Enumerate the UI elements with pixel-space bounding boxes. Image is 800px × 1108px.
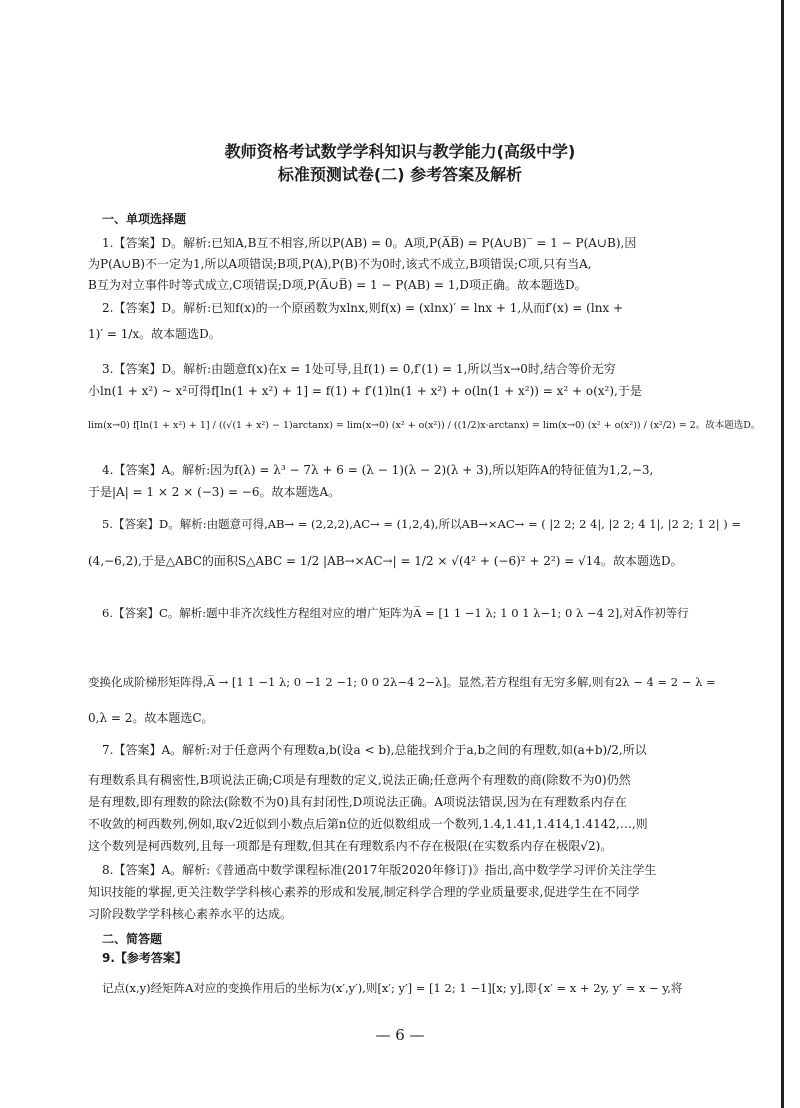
section-heading-choice: 一、单项选择题 [102, 212, 187, 226]
q9-label: 9.【参考答案】 [102, 951, 187, 965]
q8-line2: 知识技能的掌握,更关注数学学科核心素养的形成和发展,制定科学合理的学业质量要求,促进学生在不同学 [88, 885, 640, 899]
q3-line2: 小ln(1 + x²) ~ x²可得f[ln(1 + x²) + 1] = f(1) + f′(1)ln(1 + x²) + o(ln(1 + x²)) = x² + o(x²),于是 [88, 384, 642, 398]
q6-line1: 6.【答案】C。解析:题中非齐次线性方程组对应的增广矩阵为A̅ = [1 1 −1 λ; 1 0 1 λ−1; 0 λ −4 2],对A̅作初等行 [102, 606, 689, 620]
q7-line2: 有理数系具有稠密性,B项说法正确;C项是有理数的定义,说法正确;任意两个有理数的商(除数不为0)仍然 [88, 773, 631, 787]
q1-line2: 为P(A∪B)不一定为1,所以A项错误;B项,P(A),P(B)不为0时,该式不成立,B项错误;C项,只有当A, [88, 257, 592, 271]
q1-line1: 1.【答案】D。解析:已知A,B互不相容,所以P(AB) = 0。A项,P(A̅B̅) = P(A∪B)‾ = 1 − P(A∪B),因 [102, 236, 637, 250]
page-subtitle: 标准预测试卷(二) 参考答案及解析 [277, 165, 523, 184]
q2-line2: 1)′ = 1/x。故本题选D。 [88, 327, 221, 341]
q7-line3: 是有理数,即有理数的除法(除数不为0)具有封闭性,D项说法正确。A项说法错误,因为在有理数系内存在 [88, 795, 627, 809]
q6-line2: 变换化成阶梯形矩阵得,A̅ → [1 1 −1 λ; 0 −1 2 −1; 0 0 2λ−4 2−λ]。显然,若方程组有无穷多解,则有2λ − 4 = 2 − λ = [88, 675, 716, 689]
q5-line2: (4,−6,2),于是△ABC的面积S△ABC = 1/2 |AB→×AC→| = 1/2 × √(4² + (−6)² + 2²) = √14。故本题选D。 [88, 554, 683, 568]
q6-line3: 0,λ = 2。故本题选C。 [88, 711, 214, 725]
q7-line5: 这个数列是柯西数列,且每一项都是有理数,但其在有理数系内不存在极限(在实数系内存在极限√2)。 [88, 839, 613, 853]
q8-line1: 8.【答案】A。解析:《普通高中数学课程标准(2017年版2020年修订)》指出,高中数学学习评价关注学生 [102, 863, 657, 877]
q5-line1: 5.【答案】D。解析:由题意可得,AB→ = (2,2,2),AC→ = (1,2,4),所以AB→×AC→ = ( |2 2; 2 4|, |2 2; 4 1|, |2 2; 1 2| ) = [102, 517, 742, 531]
q9-line1: 记点(x,y)经矩阵A对应的变换作用后的坐标为(x′,y′),则[x′; y′] = [1 2; 1 −1][x; y],即{x′ = x + 2y, y′ = x − y,将 [102, 981, 683, 995]
q7-line4: 不收敛的柯西数列,例如,取√2近似到小数点后第n位的近似数组成一个数列,1.4,1.41,1.414,1.4142,…,则 [88, 817, 648, 831]
q7-line1: 7.【答案】A。解析:对于任意两个有理数a,b(设a < b),总能找到介于a,b之间的有理数,如(a+b)/2,所以 [102, 743, 647, 757]
q1-line3: B互为对立事件时等式成立,C项错误;D项,P(A̅∪B̅) = 1 − P(AB) = 1,D项正确。故本题选D。 [88, 278, 587, 292]
q8-line3: 习阶段数学学科核心素养水平的达成。 [88, 907, 293, 921]
q3-line1: 3.【答案】D。解析:由题意f(x)在x = 1处可导,且f(1) = 0,f′(1) = 1,所以当x→0时,结合等价无穷 [102, 362, 616, 376]
section-heading-short-answer: 二、简答题 [102, 932, 163, 946]
q2-line1: 2.【答案】D。解析:已知f(x)的一个原函数为xlnx,则f(x) = (xlnx)′ = lnx + 1,从而f′(x) = (lnx + [102, 301, 624, 315]
q3-line3: lim(x→0) f[ln(1 + x²) + 1] / ((√(1 + x²) − 1)arctanx) = lim(x→0) (x² + o(x²)) / ((1/2)x·arctanx) = lim(x→0) (x² + o(x²)) / (x²/2) = 2。故本题选D。 [88, 420, 761, 431]
page-number: — 6 — [375, 1026, 425, 1044]
q4-line1: 4.【答案】A。解析:因为f(λ) = λ³ − 7λ + 6 = (λ − 1)(λ − 2)(λ + 3),所以矩阵A的特征值为1,2,−3, [102, 463, 654, 477]
q4-line2: 于是|A| = 1 × 2 × (−3) = −6。故本题选A。 [88, 485, 341, 499]
page-title: 教师资格考试数学学科知识与教学能力(高级中学) [224, 142, 576, 161]
